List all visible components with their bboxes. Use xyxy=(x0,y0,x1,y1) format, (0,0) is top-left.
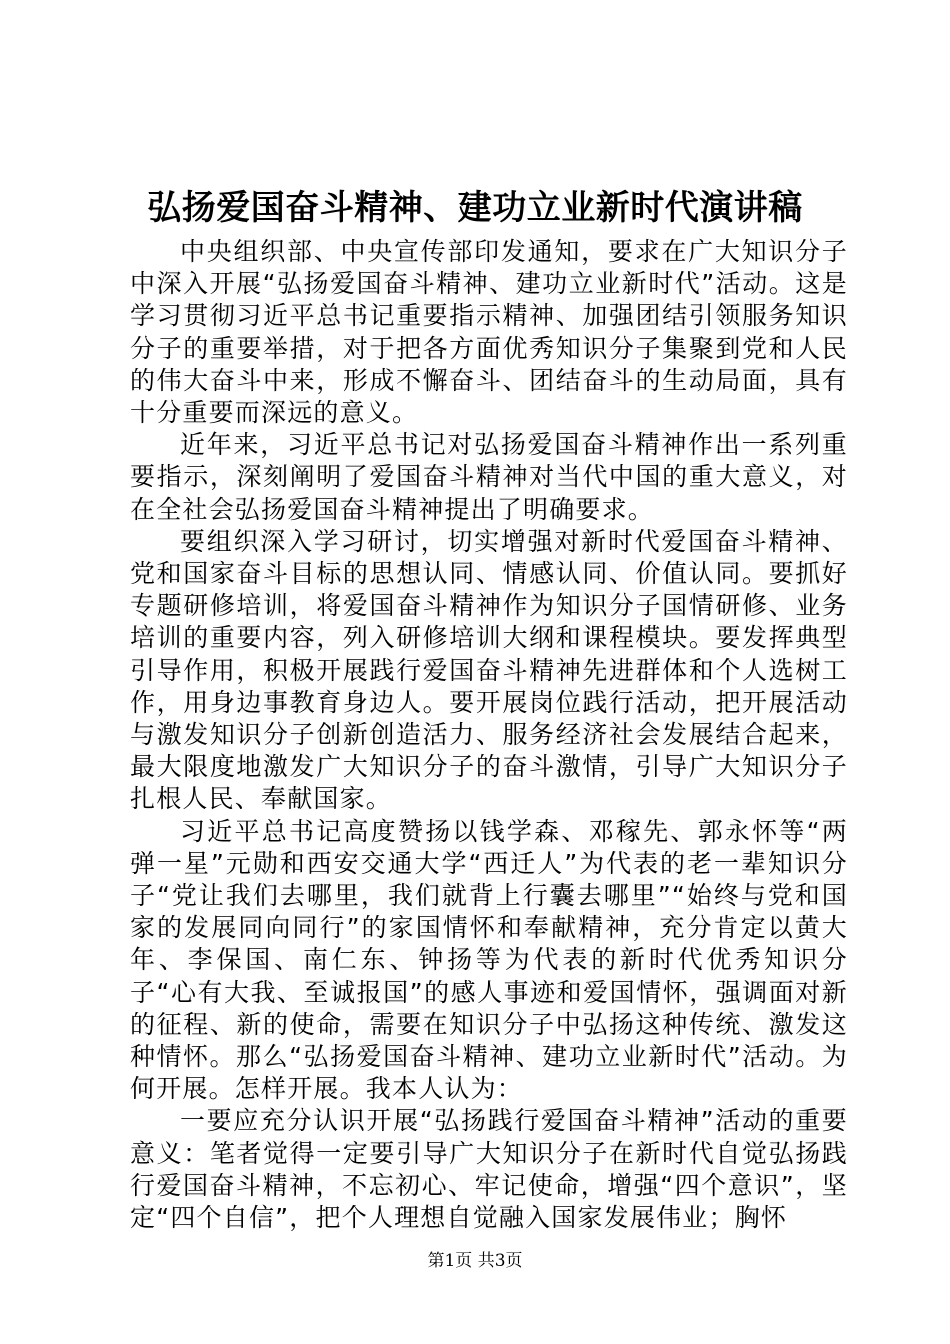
paragraph: 要组织深入学习研讨，切实增强对新时代爱国奋斗精神、党和国家奋斗目标的思想认同、情感认同、价值认同。要抓好专题研修培训，将爱国奋斗精神作为知识分子国情研修、业务培训的重要内容，列入研修培训大纲和课程模块。要发挥典型引导作用，积极开展践行爱国奋斗精神先进群体和个人选树工作，用身边事教育身边人。要开展岗位践行活动，把开展活动与激发知识分子创新创造活力、服务经济社会发展结合起来，最大限度地激发广大知识分子的奋斗激情，引导广大知识分子扎根人民、奉献国家。 xyxy=(130,526,848,814)
document-title: 弘扬爱国奋斗精神、建功立业新时代演讲稿 xyxy=(147,188,803,228)
paragraph: 近年来，习近平总书记对弘扬爱国奋斗精神作出一系列重要指示，深刻阐明了爱国奋斗精神对当代中国的重大意义，对在全社会弘扬爱国奋斗精神提出了明确要求。 xyxy=(130,430,848,524)
paragraph: 中央组织部、中央宣传部印发通知，要求在广大知识分子中深入开展“弘扬爱国奋斗精神、建功立业新时代”活动。这是学习贯彻习近平总书记重要指示精神、加强团结引领服务知识分子的重要举措，对于把各方面优秀知识分子集聚到党和人民的伟大奋斗中来，形成不懈奋斗、团结奋斗的生动局面，具有十分重要而深远的意义。 xyxy=(130,237,848,428)
page-number: 第1页 共3页 xyxy=(427,1251,523,1271)
paragraph: 习近平总书记高度赞扬以钱学森、邓稼先、郭永怀等“两弹一星”元勋和西安交通大学“西迁人”为代表的老一辈知识分子“党让我们去哪里，我们就背上行囊去哪里”“始终与党和国家的发展同向同行”的家国情怀和奉献精神，充分肯定以黄大年、李保国、南仁东、钟扬等为代表的新时代优秀知识分子“心有大我、至诚报国”的感人事迹和爱国情怀，强调面对新的征程、新的使命，需要在知识分子中弘扬这种传统、激发这种情怀。那么“弘扬爱国奋斗精神、建功立业新时代”活动。为何开展。怎样开展。我本人认为： xyxy=(130,816,848,1104)
document-body xyxy=(130,236,848,1234)
paragraph: 一要应充分认识开展“弘扬践行爱国奋斗精神”活动的重要意义：笔者觉得一定要引导广大知识分子在新时代自觉弘扬践行爱国奋斗精神，不忘初心、牢记使命，增强“四个意识”，坚定“四个自信”，把个人理想自觉融入国家发展伟业；胸怀 xyxy=(130,1106,848,1233)
